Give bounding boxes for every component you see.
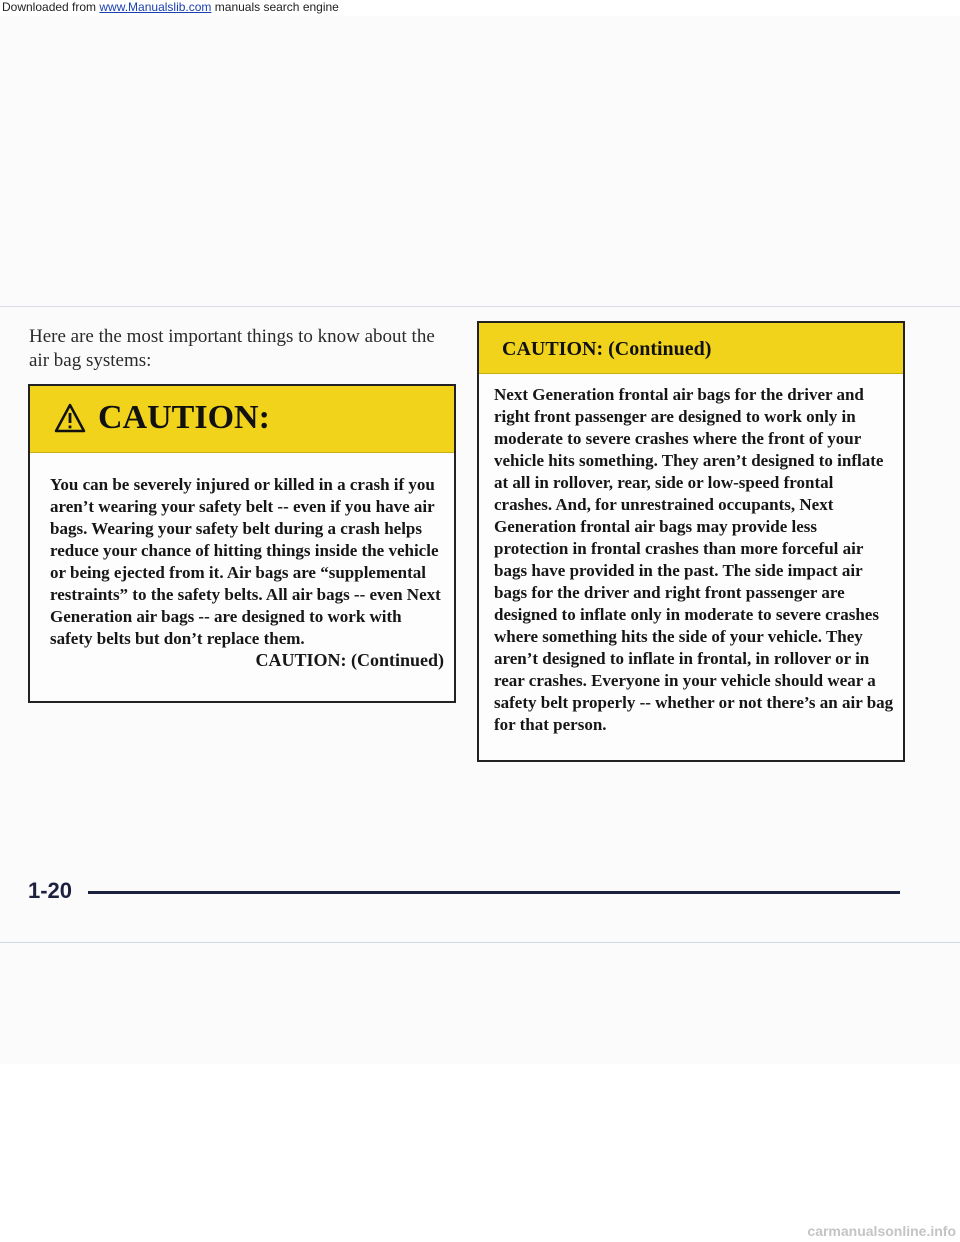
intro-paragraph: Here are the most important things to know about the air bag systems: — [29, 326, 435, 371]
manualslib-link[interactable]: www.Manualslib.com — [99, 0, 212, 14]
caution-text: You can be severely injured or killed in a crash if you aren’t wearing your safety belt -- even if you have air bags. Wearing your safety belt during a crash helps reduce your chance of hitting things inside the vehicle or being ejected from it. Air bags are “supplemental restraints” to the safety belts. All air bags -- even Next Generation air bags -- are designed to work with safety belts but don’t replace them. — [50, 475, 441, 648]
caution-header-continued — [479, 323, 903, 374]
warning-triangle-icon — [54, 403, 86, 433]
caution-continued-label: CAUTION: (Continued) — [255, 650, 444, 670]
download-suffix: manuals search engine — [211, 0, 339, 14]
caution-text-continued: Next Generation frontal air bags for the driver and right front passenger are designed to work only in moderate to severe crashes where the front of your vehicle hits something. They aren’t designed to inflate at all in rollover, rear, side or low-speed frontal crashes. And, for unrestrained occupants, Next Generation frontal air bags may provide less protection in frontal crashes than more forceful air bags have provided in the past. The side impact air bags for the driver and right front passenger are designed to inflate only in moderate to severe crashes where something hits the side of your vehicle. They aren’t designed to inflate in frontal, in rollover or in rear crashes. Everyone in your vehicle should wear a safety belt properly -- whether or not there’s an air bag for that person. — [494, 385, 894, 734]
caution-title: CAUTION: — [98, 399, 270, 436]
page-bottom-divider — [0, 942, 960, 943]
site-watermark: carmanualsonline.info — [807, 1223, 956, 1239]
page-top-divider — [0, 306, 960, 307]
caution-header — [30, 386, 454, 453]
caution-box-next-generation-airbags — [477, 321, 905, 762]
manual-page — [0, 16, 960, 1064]
caution-continued-title: CAUTION: (Continued) — [502, 338, 712, 360]
download-prefix: Downloaded from — [2, 0, 100, 14]
caution-box-safety-belt — [28, 384, 456, 703]
page-footer-rule — [88, 891, 900, 894]
page-number: 1-20 — [28, 878, 73, 903]
download-source-bar — [0, 0, 339, 16]
